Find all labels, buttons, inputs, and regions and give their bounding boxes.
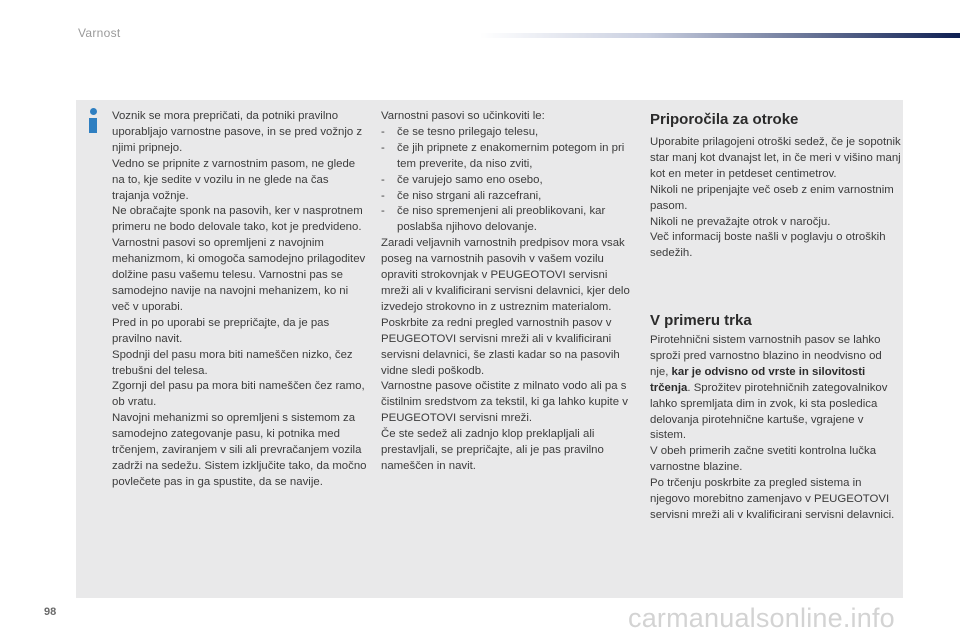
list-item: - če jih pripnete z enakomernim potegom in pri tem preverite, da niso zviti,: [381, 141, 625, 170]
paragraph: Vedno se pripnite z varnostnim pasom, ne glede na to, kje sedite v vozilu in ne glede na čas trajanja vožnje.: [112, 157, 356, 202]
column-crash: [650, 333, 902, 524]
paragraph: V obeh primerih začne svetiti kontrolna lučka varnostne blazine.: [650, 445, 877, 474]
paragraph: Zaradi veljavnih varnostnih predpisov mora vsak poseg na varnostnih pasovih v vašem vozilu opraviti strokovnjak v PEUGEOTOVI servisni mreži ali v kvalificirani servisni delavnici, kjer delo izvedejo strokovno in z ustreznim materialom.: [381, 237, 630, 313]
paragraph: Pred in po uporabi se prepričajte, da je pas pravilno navit.: [112, 316, 330, 345]
paragraph: Več informacij boste našli v poglavju o otroških sedežih.: [650, 231, 886, 260]
heading-crash: V primeru trka: [650, 312, 752, 329]
paragraph: Nikoli ne prevažajte otrok v naročju.: [650, 215, 831, 228]
paragraph: Uporabite prilagojeni otroški sedež, če je sopotnik star manj kot dvanajst let, in če meri v višino manj kot en meter in petdeset centimetrov.: [650, 136, 901, 180]
watermark: carmanualsonline.info: [628, 603, 895, 633]
paragraph: Navojni mehanizmi so opremljeni s sistemom za samodejno zategovanje pasu, ki potnika med trčenjem, zaviranjem v sili ali prevračanjem vozila zadrži na sedežu. Sistem izključite tako, da močno povlečete pas in ga spustite, da se navije.: [112, 412, 367, 488]
list-item: - če varujejo samo eno osebo,: [381, 173, 543, 186]
column-safety-notes: [112, 109, 367, 491]
list-item: - če niso spremenjeni ali preoblikovani, kar poslabša njihovo delovanje.: [381, 205, 606, 234]
paragraph: Varnostni pasovi so opremljeni z navojnim mehanizmom, ki omogoča samodejno prilagoditev dolžine pasu vašemu telesu. Varnostni pas se samodejno navije na navojni mehanizem, ko ni več v uporabi.: [112, 237, 366, 313]
paragraph: Ne obračajte sponk na pasovih, ker v nasprotnem primeru ne bodo delovale tako, kot je predvideno.: [112, 205, 363, 234]
list-intro: Varnostni pasovi so učinkoviti le:: [381, 110, 545, 122]
paragraph: Pirotehnični sistem varnostnih pasov se lahko sproži pred varnostno blazino in neodvisno od nje, kar je odvisno od vrste in silovitosti trčenja. Sprožitev pirotehničnih zategovalnikov lahko spremljata dim in zvok, ki sta posledica delovanja pirotehnične kartuše, vgrajene v sistem.: [650, 334, 888, 442]
paragraph: Voznik se mora prepričati, da potniki pravilno uporabljajo varnostne pasove, in se pred vožnjo z njimi pripnejo.: [112, 110, 363, 154]
paragraph: Če ste sedež ali zadnjo klop preklapljali ali prestavljali, se prepričajte, ali je pas pravilno nameščen in navit.: [381, 428, 604, 472]
list-item: - če niso strgani ali razcefrani,: [381, 189, 542, 202]
paragraph: Zgornji del pasu pa mora biti nameščen čez ramo, ob vratu.: [112, 380, 365, 409]
info-icon: [86, 108, 100, 134]
list-item: - če se tesno prilegajo telesu,: [381, 125, 539, 138]
column-children: [650, 109, 902, 262]
paragraph: Spodnji del pasu mora biti nameščen nizko, čez trebušni del telesa.: [112, 348, 353, 377]
paragraph: Poskrbite za redni pregled varnostnih pasov v PEUGEOTOVI servisni mreži ali v kvalificirani servisni delavnici, še zlasti kadar so na pasovih vidne sledi poškodb.: [381, 316, 620, 377]
heading-children: Priporočila za otroke: [650, 111, 799, 128]
paragraph: Varnostne pasove očistite z milnato vodo ali pa s čistilnim sredstvom za tekstil, ki ga lahko kupite v PEUGEOTOVI servisni mreži.: [381, 380, 628, 425]
paragraph: Po trčenju poskrbite za pregled sistema in njegovo morebitno zamenjavo v PEUGEOTOVI servisni mreži ali v kvalificirani servisni delavnici.: [650, 477, 895, 521]
column-effectiveness: [381, 109, 638, 475]
paragraph: Nikoli ne pripenjajte več oseb z enim varnostnim pasom.: [650, 183, 894, 212]
header-gradient-bar: [480, 33, 960, 38]
header-title: Varnost: [78, 26, 121, 40]
page-number: 98: [44, 606, 57, 618]
bold-text: kar je odvisno od vrste in silovitosti trčenja: [650, 365, 866, 394]
